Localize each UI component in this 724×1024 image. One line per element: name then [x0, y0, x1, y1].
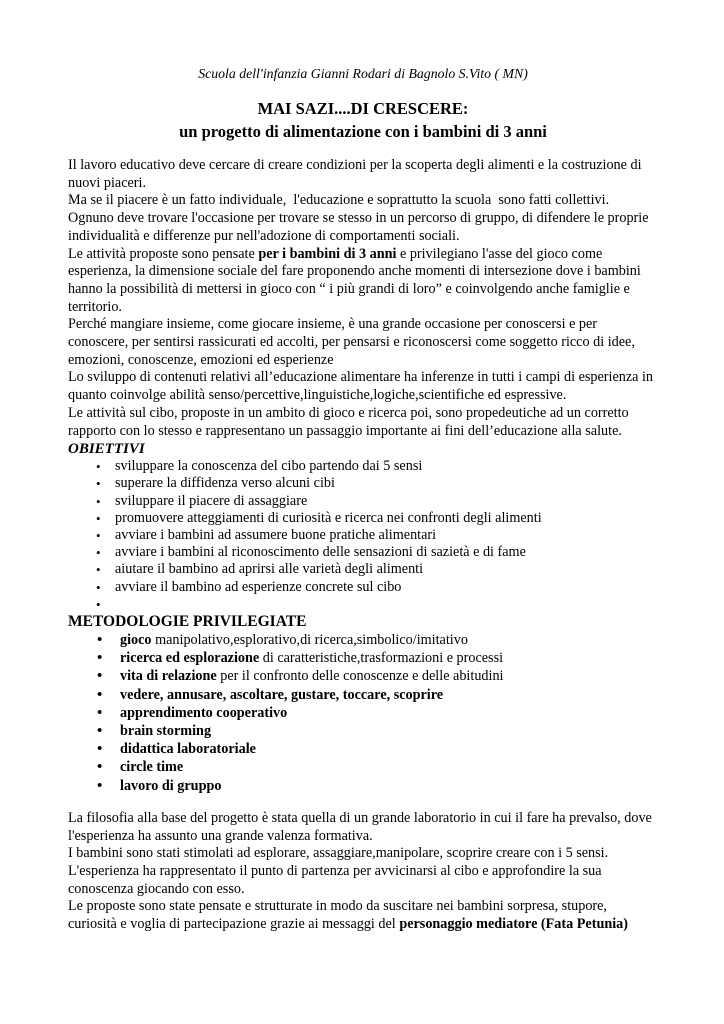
paragraph: [68, 863, 658, 898]
text-run: L'esperienza ha rappresentato il punto di partenza per avvicinarsi al cibo e approfondire la sua conoscenza giocando con esso.: [68, 863, 606, 897]
list-item-text: [120, 741, 256, 757]
title-line-1: MAI SAZI....DI CRESCERE:: [257, 99, 469, 118]
bullet-icon: •: [96, 579, 101, 595]
bold-text-run: ricerca ed esplorazione: [120, 650, 260, 667]
bullet-icon: •: [96, 562, 101, 578]
bullet-icon: •: [96, 476, 101, 492]
bullet-icon: •: [96, 545, 101, 561]
paragraph: [68, 192, 658, 210]
metodologie-heading: METODOLOGIE PRIVILEGIATE: [68, 613, 307, 631]
bullet-icon: •: [97, 741, 103, 758]
list-item: [68, 561, 658, 578]
text-run: Lo sviluppo di contenuti relativi all’educazione alimentare ha inferenze in tutti i campi di esperienza in quanto coinvolge abilità senso/percettive,linguistiche,logiche,scientifiche ed espressive.: [68, 369, 657, 404]
list-item-text: [115, 458, 422, 474]
text-run: sviluppare la conoscenza del cibo partendo dai 5 sensi: [115, 458, 423, 475]
text-run: manipolativo,esplorativo,di ricerca,simbolico/imitativo: [151, 632, 468, 649]
list-item: [68, 510, 658, 527]
paragraph: [68, 845, 658, 863]
list-item-text: [120, 759, 183, 775]
text-run: Le attività proposte sono pensate: [68, 245, 259, 262]
text-run: superare la diffidenza verso alcuni cibi: [115, 475, 335, 492]
paragraph: [68, 157, 658, 192]
school-name-line: Scuola dell'infanzia Gianni Rodari di Bagnolo S.Vito ( MN): [198, 66, 528, 81]
bullet-icon: •: [96, 510, 101, 526]
text-run: promuovere atteggiamenti di curiosità e ricerca nei confronti degli alimenti: [115, 509, 542, 526]
bold-text-run: vita di relazione: [120, 668, 217, 685]
bullet-icon: •: [96, 459, 101, 475]
list-item: [68, 740, 658, 758]
list-item: [68, 458, 658, 475]
bold-text-run: brain storming: [120, 723, 212, 740]
list-item-text: [115, 579, 401, 595]
document-body: [68, 157, 658, 934]
list-item: [68, 475, 658, 492]
bullet-icon: •: [97, 759, 103, 776]
list-item-text: [120, 705, 287, 721]
text-run: avviare i bambini ad assumere buone pratiche alimentari: [115, 527, 437, 544]
list-item: [68, 686, 658, 704]
bold-text-run: lavoro di gruppo: [120, 777, 222, 794]
list-item: [68, 704, 658, 722]
document-title: [68, 98, 658, 143]
list-item-text: [120, 632, 468, 648]
bullet-icon: •: [96, 528, 101, 544]
closing-paragraphs: [68, 810, 658, 934]
list-item: [68, 722, 658, 740]
bold-text-run: apprendimento cooperativo: [120, 704, 288, 721]
list-item-text: [120, 723, 211, 739]
text-run: e privilegiano l'asse del gioco come esperienza, la dimensione sociale del fare proponendo anche momenti di intersezione dove i bambini hanno la possibilità di mettersi in gioco con “ i più grandi di loro” e coinvolgendo anche famiglie e territorio.: [68, 245, 645, 315]
paragraph: [68, 810, 658, 845]
list-item: [68, 758, 658, 776]
text-run: aiutare il bambino ad aprirsi alle varietà degli alimenti: [115, 561, 424, 578]
title-line-2: un progetto di alimentazione con i bambini di 3 anni: [179, 121, 547, 141]
list-item: [68, 527, 658, 544]
text-run: Il lavoro educativo deve cercare di creare condizioni per la scoperta degli alimenti e la costruzione di nuovi piaceri.: [68, 157, 646, 191]
bold-text-run: circle time: [120, 759, 184, 776]
bold-text-run: gioco: [120, 632, 152, 649]
bold-text-run: personaggio mediatore (Fata Petunia): [399, 916, 628, 933]
text-run: I bambini sono stati stimolati ad esplorare, assaggiare,manipolare, scoprire creare con i 5 sensi.: [68, 845, 609, 862]
bullet-icon: •: [96, 493, 101, 509]
list-item: [68, 493, 658, 510]
bullet-icon: •: [97, 650, 103, 667]
bullet-icon: •: [96, 596, 101, 612]
paragraph: [68, 405, 658, 440]
list-item: [68, 777, 658, 795]
list-item-text: [115, 493, 307, 509]
paragraph: [68, 369, 658, 404]
text-run: di caratteristiche,trasformazioni e processi: [259, 650, 504, 667]
paragraph: [68, 210, 658, 245]
bullet-icon: •: [97, 668, 103, 685]
text-run: La filosofia alla base del progetto è stata quella di un grande laboratorio in cui il fare ha prevalso, dove l'esperienza ha assunto una grande valenza formativa.: [68, 809, 656, 844]
list-item-text: [115, 510, 542, 526]
metodologie-list: [68, 631, 658, 795]
list-item: [68, 579, 658, 596]
text-run: avviare i bambini al riconoscimento delle sensazioni di sazietà e di fame: [115, 544, 526, 561]
text-run: avviare il bambino ad esperienze concrete sul cibo: [115, 578, 402, 595]
list-item-text: [115, 561, 423, 577]
list-item-text: [120, 650, 503, 666]
bold-text-run: vedere, annusare, ascoltare, gustare, toccare, scoprire: [120, 686, 444, 703]
list-item-text: [120, 687, 443, 703]
text-run: per il confronto delle conoscenze e delle abitudini: [216, 668, 504, 685]
paragraph: [68, 316, 658, 369]
bullet-icon: •: [97, 704, 103, 721]
list-item: [68, 667, 658, 685]
bullet-icon: •: [97, 632, 103, 649]
paragraph: [68, 246, 658, 317]
bold-text-run: didattica laboratoriale: [120, 741, 256, 758]
bullet-icon: •: [97, 723, 103, 740]
list-item-text: [120, 778, 221, 794]
text-run: Le proposte sono state pensate e strutturate in modo da suscitare nei bambini sorpresa, stupore, curiosità e voglia di partecipazione grazie ai messaggi del: [68, 898, 611, 933]
list-item-text: [115, 527, 436, 543]
text-run: Ma se il piacere è un fatto individuale, l'educazione e soprattutto la scuola sono fatti collettivi.: [68, 192, 610, 209]
text-run: Perché mangiare insieme, come giocare insieme, è una grande occasione per conoscersi e per conoscere, per sentirsi rassicurati ed accolti, per pensarsi e riconoscersi come soggetto ricco di idee, emozioni, conoscenze, emozioni ed esperienze: [68, 316, 639, 368]
list-item-text: [115, 544, 526, 560]
list-item: [68, 596, 658, 613]
list-item: [68, 631, 658, 649]
bold-text-run: per i bambini di 3 anni: [258, 245, 397, 262]
bullet-icon: •: [97, 686, 103, 703]
list-item-text: [115, 475, 335, 491]
paragraph: [68, 898, 658, 933]
text-run: sviluppare il piacere di assaggiare: [115, 492, 308, 509]
list-item: [68, 544, 658, 561]
text-run: Le attività sul cibo, proposte in un ambito di gioco e ricerca poi, sono propedeutiche ad un corretto rapporto con lo stesso e rappresentano un passaggio importante ai fini dell’educazione alla salute.: [68, 404, 633, 439]
list-item-text: [120, 668, 503, 684]
obiettivi-heading: OBIETTIVI: [68, 441, 145, 458]
list-item: [68, 649, 658, 667]
intro-paragraphs: [68, 157, 658, 440]
text-run: Ognuno deve trovare l'occasione per trovare se stesso in un percorso di gruppo, di difendere le proprie individualità e differenze pur nell'adozione di comportamenti sociali.: [68, 210, 653, 244]
obiettivi-list: [68, 458, 658, 613]
bullet-icon: •: [97, 777, 103, 794]
